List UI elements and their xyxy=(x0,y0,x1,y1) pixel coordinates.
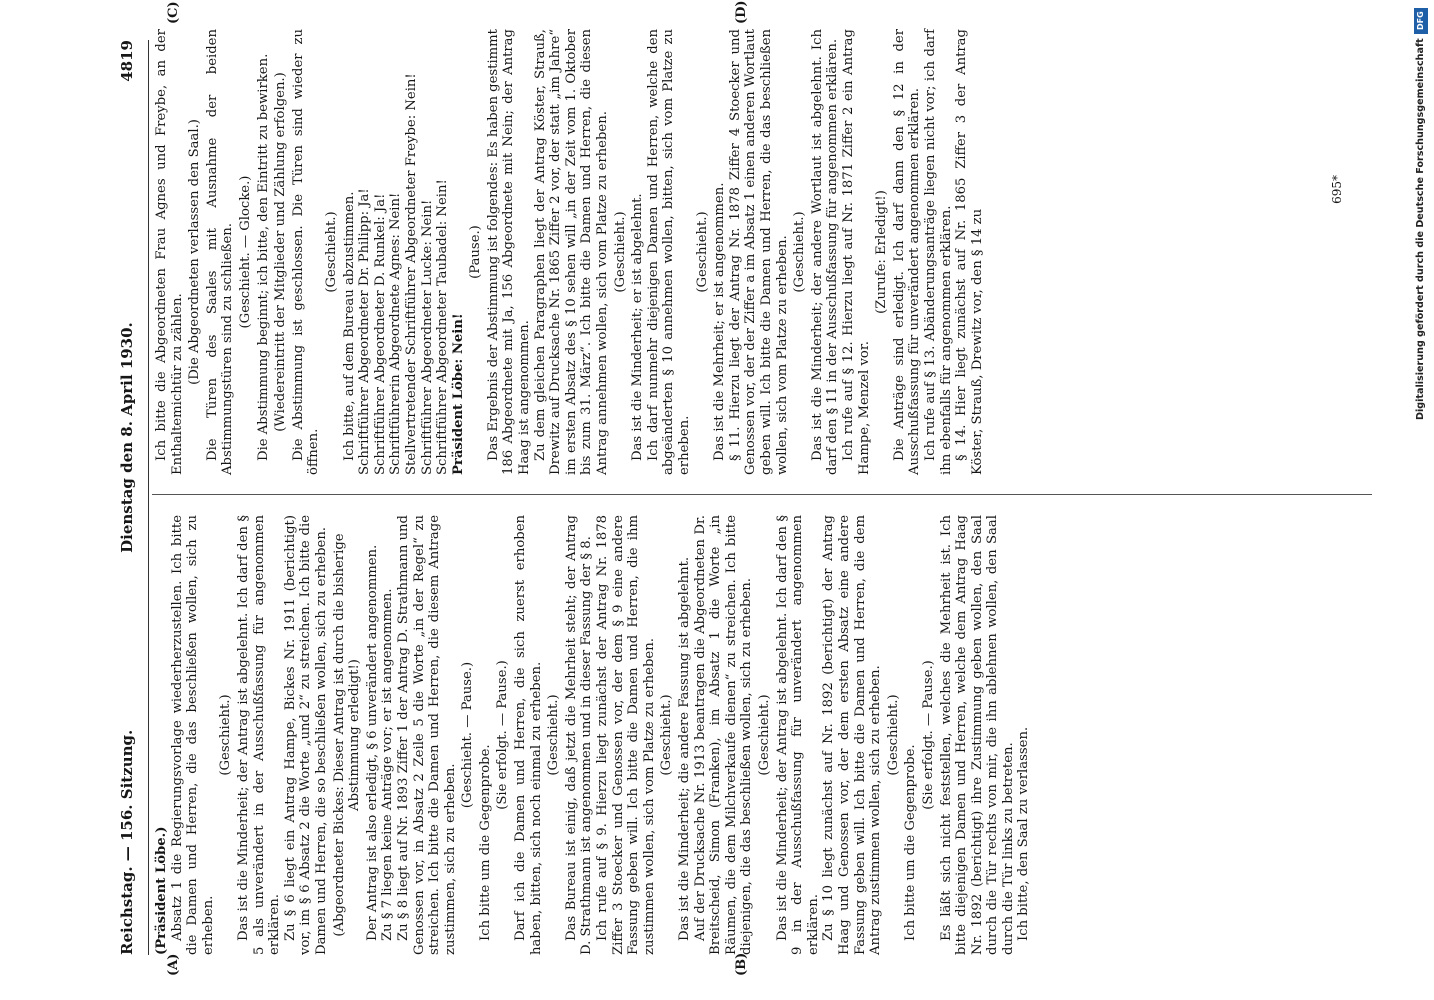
paragraph: Auf der Drucksache Nr. 1913 beantragen die Abgeordneten Dr. Breitscheid, Simon (Franken), im Absatz 1 die Worte „in Räumen, die dem Milchverkaufe dienen“ zu streichen. Ich bitte diejenigen, die das beschließen wollen, sich zu erheben. xyxy=(692,515,755,955)
paragraph: Das ist die Minderheit; der Antrag ist abgelehnt. Ich darf den § 9 in der Ausschußfassung für unverändert angenommen erklären. xyxy=(774,515,821,955)
stage-direction: (Geschieht. — Pause.) xyxy=(460,661,476,809)
paragraph: Das ist die Minderheit; die andere Fassung ist abgelehnt. xyxy=(677,556,692,941)
paragraph: Die Abstimmung beginnt; ich bitte, den Eintritt zu bewirken. xyxy=(255,53,271,461)
paragraph: Zu dem gleichen Paragraphen liegt der Antrag Köster, Strauß, Drewitz auf Drucksache Nr. 1865 Ziffer 2 vor, der statt „im Jahre“ im ersten Absatz des § 10 sehen will „in der Zeit vom 1. Oktober bis zum 31. März“. Ich bitte die Damen und Herren, die diesen Antrag annehmen wollen, sich vom Platze zu erheben. xyxy=(532,29,611,475)
stage-direction: (Geschieht.) xyxy=(546,694,562,776)
stage-direction: (Geschieht.) xyxy=(885,694,901,776)
paragraph: Das ist die Minderheit; der Antrag ist abgelehnt. Ich darf den § 5 als unverändert in der Ausschußfassung für angenommen erklären. xyxy=(235,515,283,955)
signature-mark: 695* xyxy=(1330,175,1344,204)
stage-direction: (Sie erfolgt. — Pause.) xyxy=(495,660,511,810)
page-number: 4819 xyxy=(118,40,136,82)
paragraph: Ich rufe auf § 9. Hierzu liegt zunächst der Antrag Nr. 1878 Ziffer 3 Stoecker und Genossen vor, der dem § 9 eine andere Fassung geben will. Ich bitte die Damen und Herren, die ihm zustimmen wollen, sich vom Platze zu erheben. xyxy=(595,515,657,955)
rotated-page xyxy=(86,0,1378,1000)
stage-direction: (Geschieht.) xyxy=(756,694,772,776)
stage-direction: (Die Abgeordneten verlassen den Saal.) xyxy=(187,119,203,385)
paragraph: Zu § 10 liegt zunächst auf Nr. 1892 (berichtigt) der Antrag Haag und Genossen vor, der dem ersten Absatz eine andere Fassung geben will. Ich bitte die Damen und Herren, die dem Antrag zustimmen wollen, sich zu erheben. xyxy=(821,515,884,955)
left-column xyxy=(154,515,1032,955)
column-divider xyxy=(152,494,1372,495)
vote-line: Schriftführer Abgeordneter Dr. Philipp: Ja! xyxy=(357,188,373,475)
paragraph: Ich rufe auf § 12. Hierzu liegt auf Nr. 1871 Ziffer 2 ein Antrag Hampe, Menzel vor. xyxy=(840,29,872,475)
right-column xyxy=(154,29,985,475)
stage-direction: (Geschieht.) xyxy=(612,211,628,293)
digitization-credit: Digitalisierung gefördert durch die Deutsche Forschungsgemeinschaft xyxy=(1415,38,1426,420)
paragraph: Darf ich die Damen und Herren, die sich zuerst erhoben haben, bitten, sich noch einmal zu erheben. xyxy=(513,515,544,955)
dfg-logo: DFG xyxy=(1414,8,1428,34)
stage-direction: (Pause.) xyxy=(468,225,484,279)
paragraph: Ich bitte die Abgeordneten Frau Agnes und Freybe, an der Enthaltemichtür zu zählen. xyxy=(154,29,185,475)
paragraph: Absatz 1 die Regierungsvorlage wiederherzustellen. Ich bitte die Damen und Herren, die das beschließen wollen, sich zu erheben. xyxy=(169,515,216,955)
header-rule xyxy=(148,40,149,955)
stage-direction: (Abgeordneter Bickes: Dieser Antrag ist durch die bisherige Abstimmung erledigt!) xyxy=(331,533,363,937)
paragraph: § 11. Hierzu liegt der Antrag Nr. 1878 Ziffer 4 Stoecker und Genossen vor, der der Ziffer a im Absatz 1 einen anderen Wortlaut geben will. Ich bitte die Damen und Herren, die das beschließen wollen, sich vom Platze zu erheben. xyxy=(727,29,790,475)
paragraph: Das Bureau ist einig, daß jetzt die Mehrheit steht; der Antrag D. Strathmann ist angenommen und in dieser Fassung der § 8. xyxy=(563,515,595,955)
paragraph: Zu § 8 liegt auf Nr. 1893 Ziffer 1 der Antrag D. Strathmann und Genossen vor, in Absatz 2 Zeile 5 die Worte „in der Regel“ zu streichen. Ich bitte die Damen und Herren, die diesem Antrage zustimmen, sich zu erheben. xyxy=(395,515,458,955)
paragraph: Ich rufe auf § 13. Abänderungsanträge liegen nicht vor; ich darf ihn ebenfalls für angenommen erklären. xyxy=(922,29,954,475)
stage-direction: (Geschieht.) xyxy=(659,694,675,776)
paragraph: Ich bitte um die Gegenprobe. xyxy=(903,744,919,941)
stage-direction: (Zurufe: Erledigt!) xyxy=(874,190,890,314)
side-credit-rail xyxy=(1412,6,1430,994)
speaker-line: Präsident Löbe: Nein! xyxy=(450,313,466,475)
paragraph: Das ist die Mehrheit; er ist angenommen. xyxy=(712,182,728,461)
paragraph: Zu § 7 liegen keine Anträge vor; er ist angenommen. xyxy=(380,588,396,941)
vote-line: Schriftführerin Abgeordnete Agnes: Nein! xyxy=(388,192,404,475)
paragraph: Die Abstimmung ist geschlossen. Die Türen sind wieder zu öffnen. xyxy=(290,29,322,475)
vote-line: Schriftführer Abgeordneter Taubadel: Nein! xyxy=(435,179,451,475)
page-header xyxy=(112,40,146,955)
header-left: Reichstag. — 156. Sitzung. xyxy=(118,729,136,955)
stage-direction: (Sie erfolgt. — Pause.) xyxy=(920,660,936,810)
paragraph: Ich darf nunmehr diejenigen Damen und Herren, welche den abgeänderten § 10 annehmen wollen, bitten, sich vom Platze zu erheben. xyxy=(645,29,692,475)
margin-mark-a: (A) xyxy=(166,953,181,976)
margin-mark-d: (D) xyxy=(734,0,749,24)
vote-line: Schriftführer Abgeordneter D. Runkel: Ja! xyxy=(372,193,388,475)
paragraph: Die Anträge sind erledigt. Ich darf dann den § 12 in der Ausschußfassung für unverändert angenommen erklären. xyxy=(891,29,923,475)
paragraph: Ich bitte um die Gegenprobe. xyxy=(477,744,493,941)
stage-direction: (Geschieht.) xyxy=(792,211,808,293)
vote-line: Stellvertretender Schriftführer Abgeordneter Freybe: Nein! xyxy=(403,73,419,475)
paragraph: Zu § 6 liegt ein Antrag Hampe, Bickes Nr. 1911 (berichtigt) vor, im § 6 Absatz 2 die Worte „und 2“ zu streichen. Ich bitte die Damen und Herren, die so beschließen wollen, sich zu erheben. xyxy=(282,515,329,955)
paragraph: Es läßt sich nicht feststellen, welches die Mehrheit ist. Ich bitte diejenigen Damen und Herren, welche dem Antrag Haag Nr. 1892 (berichtigt) ihre Zustimmung geben wollen, den Saal durch die Tür rechts von mir, die ihn ablehnen wollen, den Saal durch die Tür links zu betreten. xyxy=(938,515,1016,955)
paragraph: Der Antrag ist also erledigt, § 6 unverändert angenommen. xyxy=(364,544,380,941)
paragraph: Das Ergebnis der Abstimmung ist folgendes: Es haben gestimmt 186 Abgeordnete mit Ja, 156 Abgeordnete mit Nein; der Antrag Haag ist angenommen. xyxy=(485,29,533,475)
paragraph: Das ist die Minderheit; er ist abgelehnt. xyxy=(630,193,646,461)
stage-direction: (Geschieht. — Glocke.) xyxy=(237,175,253,329)
stage-direction: (Geschieht.) xyxy=(694,211,710,293)
vote-line: Schriftführer Abgeordneter Lucke: Nein! xyxy=(419,199,435,475)
speaker-line: (Präsident Löbe.) xyxy=(154,826,169,955)
header-right xyxy=(118,40,136,553)
paragraph: Ich bitte, auf dem Bureau abzustimmen. xyxy=(341,191,357,461)
stage-direction: (Wiedereintritt der Mitglieder und Zählung erfolgen.) xyxy=(273,72,289,432)
stage-direction: (Geschieht.) xyxy=(218,694,234,776)
stage-direction: (Geschieht.) xyxy=(323,211,339,293)
paragraph: Ich bitte, den Saal zu verlassen. xyxy=(1016,726,1032,941)
paragraph: Das ist die Minderheit; der andere Wortlaut ist abgelehnt. Ich darf den § 11 in der Ausschußfassung für angenommen erklären. xyxy=(809,29,841,475)
paragraph: Die Türen des Saales mit Ausnahme der beiden Abstimmungstüren sind zu schließen. xyxy=(204,29,236,475)
margin-mark-b: (B) xyxy=(734,952,749,976)
header-date: Dienstag den 8. April 1930. xyxy=(118,322,136,553)
margin-mark-c: (C) xyxy=(166,1,181,24)
paragraph: § 14. Hier liegt zunächst auf Nr. 1865 Ziffer 3 der Antrag Köster, Strauß, Drewitz vor, den § 14 zu xyxy=(954,29,985,475)
